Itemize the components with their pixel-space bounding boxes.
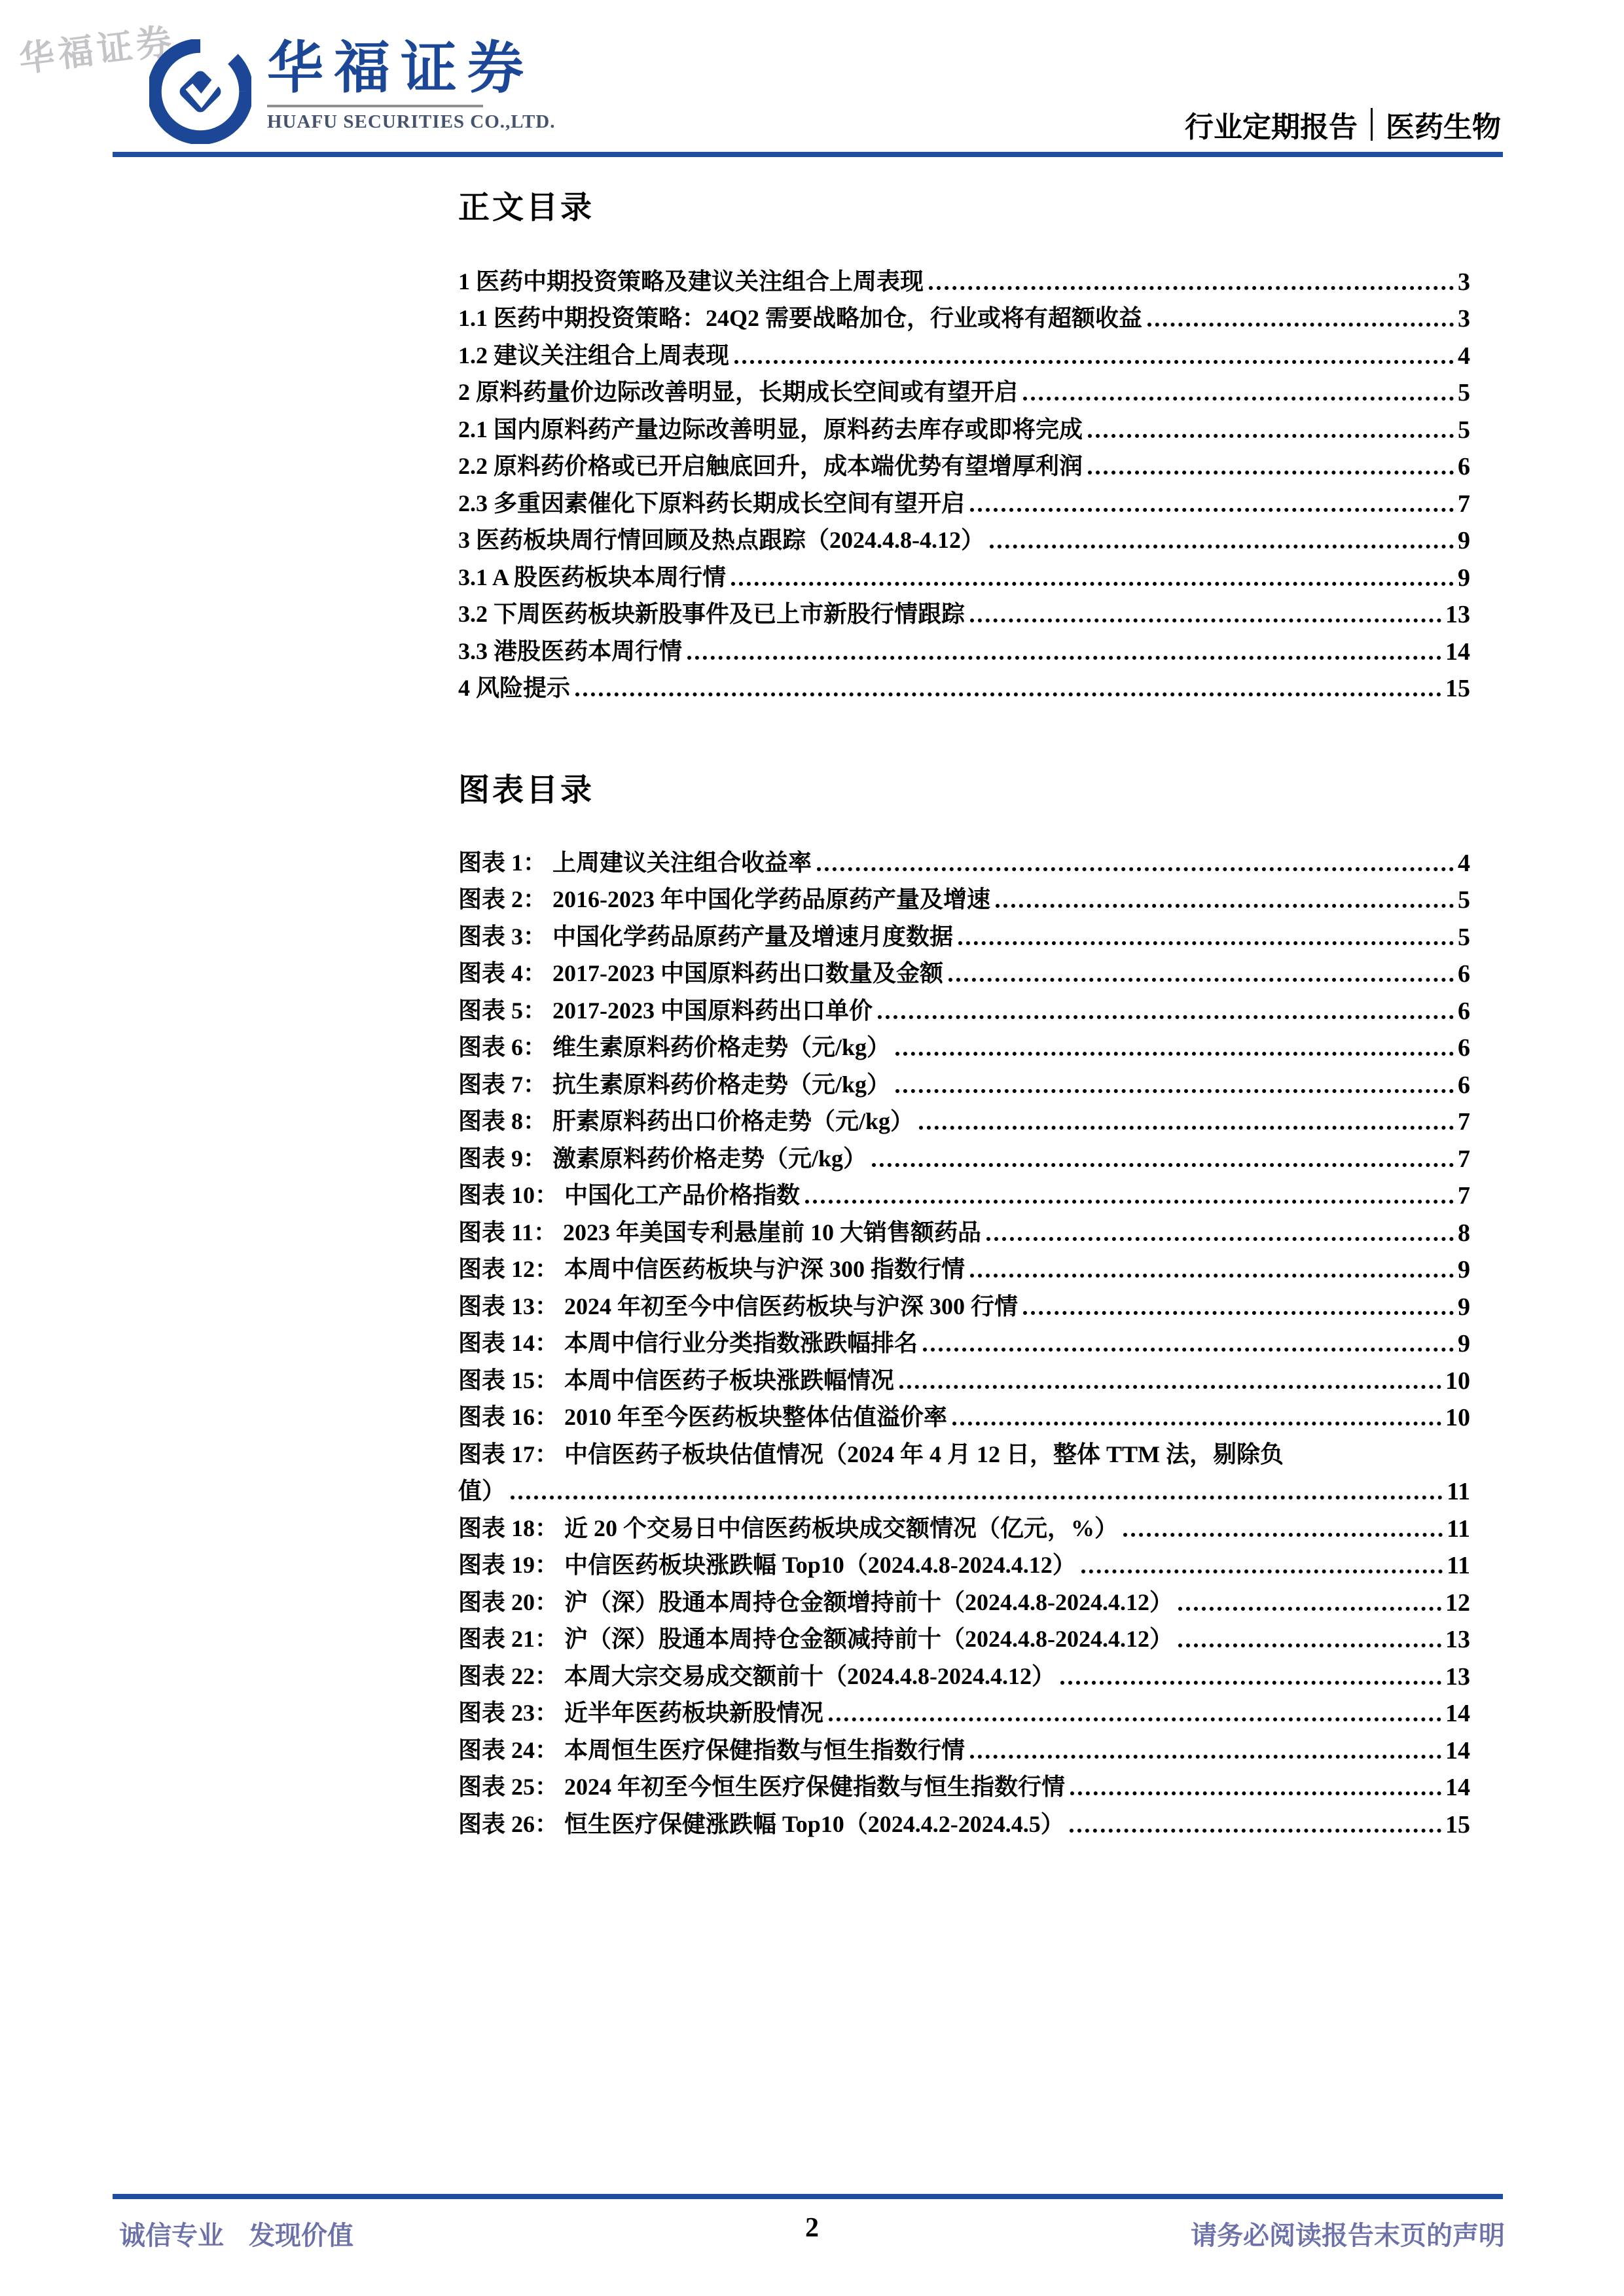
toc-entry-page: 3 <box>1458 268 1470 296</box>
dot-leader <box>829 1717 1441 1721</box>
dot-leader <box>970 1274 1454 1278</box>
toc-entry-text: 图表 4： 2017-2023 中国原料药出口数量及金额 <box>458 960 943 986</box>
toc-entry-page: 11 <box>1447 1552 1470 1579</box>
toc-entry-text: 图表 19： 中信医药板块涨跌幅 Top10（2024.4.8-2024.4.12） <box>458 1552 1076 1578</box>
toc-entry <box>458 1210 1470 1247</box>
logo-text-block <box>267 34 556 133</box>
toc-entry-page: 7 <box>1458 490 1470 518</box>
toc-entry-page: 5 <box>1458 416 1470 444</box>
header-report-tags <box>1185 103 1501 145</box>
dot-leader <box>895 1052 1454 1056</box>
toc-entry-page: 15 <box>1445 1810 1470 1839</box>
toc-entry-text: 图表 17： 中信医药子板块估值情况（2024 年 4 月 12 日，整体 TTM 法，剔除负 <box>458 1441 1284 1467</box>
toc-entry-page: 14 <box>1445 1736 1470 1765</box>
toc-entry-page: 6 <box>1458 960 1470 988</box>
dot-leader <box>805 1200 1454 1204</box>
report-type-label: 行业定期报告 <box>1185 111 1358 143</box>
toc-entry-text: 图表 22： 本周大宗交易成交额前十（2024.4.8-2024.4.12） <box>458 1662 1055 1689</box>
toc-entry-text: 2 原料药量价边际改善明显，长期成长空间或有望开启 <box>458 379 1019 405</box>
toc-entry-text: 2.3 多重因素催化下原料药长期成长空间有望开启 <box>458 490 965 516</box>
toc-entry <box>458 333 1470 370</box>
toc-entry-page: 4 <box>1458 342 1470 370</box>
dot-leader <box>878 1015 1454 1019</box>
dot-leader <box>731 582 1454 586</box>
toc-entry-page: 8 <box>1458 1219 1470 1247</box>
toc-entry <box>458 1100 1470 1137</box>
toc-entry-text: 2.1 国内原料药产量边际改善明显，原料药去库存或即将完成 <box>458 416 1083 442</box>
figures-list <box>458 840 1470 1839</box>
dot-leader <box>923 1348 1454 1352</box>
toc-entry <box>458 1691 1470 1729</box>
dot-leader <box>958 941 1454 945</box>
dot-leader <box>996 904 1454 908</box>
watermark: 华福证券 <box>16 21 178 80</box>
logo-name-en: HUAFU SECURITIES CO.,LTD. <box>267 111 556 132</box>
toc-entry-page: 6 <box>1458 1071 1470 1099</box>
company-logo <box>149 34 556 144</box>
toc-entry-page: 13 <box>1445 1662 1470 1691</box>
footer-motto <box>119 2215 353 2252</box>
toc-entry-text: 图表 25： 2024 年初至今恒生医疗保健指数与恒生指数行情 <box>458 1774 1066 1800</box>
toc-list <box>458 259 1470 703</box>
header-rule <box>113 152 1503 157</box>
toc-entry-text: 1 医药中期投资策略及建议关注组合上周表现 <box>458 268 924 295</box>
toc-entry <box>458 1617 1470 1655</box>
toc-entry-text: 图表 7： 抗生素原料药价格走势（元/kg） <box>458 1071 891 1098</box>
toc-entry-text: 图表 10： 中国化工产品价格指数 <box>458 1182 801 1208</box>
toc-entry-text: 图表 11： 2023 年美国专利悬崖前 10 大销售额药品 <box>458 1219 982 1246</box>
dot-leader <box>1023 1311 1454 1315</box>
toc-entry-text: 图表 18： 近 20 个交易日中信医药板块成交额情况（亿元，%） <box>458 1515 1119 1541</box>
dot-leader <box>895 1089 1454 1093</box>
toc-entry-page: 7 <box>1458 1145 1470 1173</box>
dot-leader <box>952 1422 1441 1426</box>
toc-entry <box>458 1654 1470 1691</box>
toc-entry <box>458 1247 1470 1285</box>
toc-entry-text: 2.2 原料药价格或已开启触底回升，成本端优势有望增厚利润 <box>458 453 1083 479</box>
toc-entry-page: 11 <box>1447 1478 1470 1505</box>
toc-entry-page: 9 <box>1458 527 1470 554</box>
footer-disclaimer: 请务必阅读报告末页的声明 <box>1191 2221 1505 2250</box>
toc-entry <box>458 444 1470 482</box>
dot-leader <box>970 1755 1441 1759</box>
toc-entry-page: 11 <box>1447 1515 1470 1543</box>
logo-swirl-icon <box>149 39 251 144</box>
dot-leader <box>1088 434 1454 438</box>
toc-entry-text: 图表 15： 本周中信医药子板块涨跌幅情况 <box>458 1367 895 1393</box>
toc-entry <box>458 1580 1470 1617</box>
toc-entry-page: 6 <box>1458 1034 1470 1062</box>
toc-entry <box>458 1062 1470 1100</box>
toc-entry <box>458 518 1470 556</box>
logo-divider <box>267 105 483 107</box>
toc-entry <box>458 1469 1470 1507</box>
footer-motto-right: 发现价值 <box>249 2221 353 2250</box>
toc-entry <box>458 952 1470 989</box>
logo-name-cn: 华福证券 <box>267 37 534 99</box>
toc-title: 正文目录 <box>458 190 595 225</box>
toc-entry <box>458 988 1470 1026</box>
dot-leader <box>990 545 1454 548</box>
dot-leader <box>970 619 1441 622</box>
toc-entry-text: 值） <box>458 1478 506 1504</box>
toc-entry <box>458 296 1470 334</box>
toc-entry-page: 9 <box>1458 1256 1470 1283</box>
toc-entry-text: 图表 16： 2010 年至今医药板块整体估值溢价率 <box>458 1404 948 1430</box>
toc-entry-page: 5 <box>1458 379 1470 406</box>
toc-entry <box>458 481 1470 518</box>
dot-leader <box>986 1237 1454 1241</box>
toc-entry-page: 13 <box>1445 601 1470 628</box>
toc-entry-text: 图表 8： 肝素原料药出口价格走势（元/kg） <box>458 1108 914 1134</box>
toc-entry-page: 6 <box>1458 453 1470 480</box>
toc-entry-text: 图表 6： 维生素原料药价格走势（元/kg） <box>458 1034 891 1060</box>
toc-entry-page: 7 <box>1458 1108 1470 1136</box>
toc-entry <box>458 1026 1470 1063</box>
toc-entry <box>458 1284 1470 1321</box>
toc-entry-text: 图表 23： 近半年医药板块新股情况 <box>458 1700 824 1726</box>
toc-entry-text: 图表 13： 2024 年初至今中信医药板块与沪深 300 行情 <box>458 1293 1019 1319</box>
dot-leader <box>734 360 1454 364</box>
toc-entry-page: 9 <box>1458 1293 1470 1321</box>
toc-entry <box>458 259 1470 296</box>
toc-entry-text: 图表 9： 激素原料药价格走势（元/kg） <box>458 1145 867 1172</box>
toc-entry-page: 13 <box>1445 1626 1470 1653</box>
dot-leader <box>1070 1829 1441 1833</box>
dot-leader <box>872 1163 1454 1167</box>
toc-entry <box>458 1358 1470 1395</box>
dot-leader <box>919 1126 1454 1130</box>
toc-entry <box>458 1174 1470 1211</box>
toc-entry <box>458 1802 1470 1839</box>
dot-leader <box>948 978 1454 982</box>
toc-entry <box>458 1321 1470 1359</box>
toc-entry-page: 10 <box>1445 1404 1470 1431</box>
toc-entry-text: 3.1 A 股医药板块本周行情 <box>458 564 727 590</box>
page-number: 2 <box>805 2213 819 2243</box>
dot-leader <box>1147 323 1454 327</box>
toc-entry-page: 14 <box>1445 1700 1470 1727</box>
toc-entry-page: 4 <box>1458 849 1470 877</box>
toc-entry <box>458 1728 1470 1765</box>
dot-leader <box>1023 397 1454 401</box>
toc-entry <box>458 1765 1470 1803</box>
footer-motto-gap <box>224 2215 249 2252</box>
header-separator <box>1371 108 1373 141</box>
toc-entry <box>458 407 1470 444</box>
toc-entry <box>458 1543 1470 1581</box>
toc-entry-text: 1.2 建议关注组合上周表现 <box>458 342 730 368</box>
toc-entry-page: 12 <box>1445 1588 1470 1617</box>
toc-entry <box>458 1136 1470 1174</box>
toc-entry-text: 图表 3： 中国化学药品原药产量及增速月度数据 <box>458 923 954 950</box>
toc-entry-page: 10 <box>1445 1367 1470 1395</box>
footer-motto-left: 诚信专业 <box>119 2221 224 2250</box>
toc-entry-text: 图表 2： 2016-2023 年中国化学药品原药产量及增速 <box>458 886 990 912</box>
toc-entry-text: 图表 1： 上周建议关注组合收益率 <box>458 849 812 876</box>
toc-entry-text: 图表 20： 沪（深）股通本周持仓金额增持前十（2024.4.8-2024.4.12） <box>458 1588 1173 1615</box>
toc-entry <box>458 370 1470 408</box>
dot-leader <box>1123 1533 1443 1537</box>
toc-entry-page: 3 <box>1458 305 1470 332</box>
dot-leader <box>1178 1643 1441 1647</box>
dot-leader <box>899 1385 1441 1389</box>
dot-leader <box>1060 1681 1441 1685</box>
toc-entry <box>458 592 1470 630</box>
toc-entry-text: 图表 26： 恒生医疗保健涨跌幅 Top10（2024.4.2-2024.4.5） <box>458 1810 1064 1837</box>
toc-entry-page: 9 <box>1458 564 1470 592</box>
toc-entry <box>458 555 1470 592</box>
toc-entry-page: 6 <box>1458 997 1470 1025</box>
footer-rule <box>113 2194 1503 2199</box>
toc-entry <box>458 1506 1470 1543</box>
dot-leader <box>687 656 1441 660</box>
figures-title: 图表目录 <box>458 773 595 808</box>
toc-entry <box>458 878 1470 915</box>
dot-leader <box>817 867 1454 871</box>
dot-leader <box>1070 1791 1441 1795</box>
toc-entry-page: 14 <box>1445 1774 1470 1801</box>
toc-entry-text: 图表 24： 本周恒生医疗保健指数与恒生指数行情 <box>458 1736 965 1763</box>
toc-entry <box>458 1395 1470 1433</box>
toc-entry <box>458 1432 1470 1469</box>
toc-entry <box>458 629 1470 666</box>
toc-entry-page: 9 <box>1458 1330 1470 1357</box>
dot-leader <box>511 1496 1443 1499</box>
toc-entry-page: 15 <box>1445 675 1470 702</box>
toc-entry-page: 5 <box>1458 886 1470 914</box>
toc-entry <box>458 666 1470 704</box>
toc-entry <box>458 840 1470 878</box>
toc-entry-text: 图表 5： 2017-2023 中国原料药出口单价 <box>458 997 873 1024</box>
toc-entry-text: 1.1 医药中期投资策略：24Q2 需要战略加仓，行业或将有超额收益 <box>458 305 1143 331</box>
toc-entry-text: 图表 12： 本周中信医药板块与沪深 300 指数行情 <box>458 1256 965 1282</box>
toc-entry-text: 3.2 下周医药板块新股事件及已上市新股行情跟踪 <box>458 601 965 627</box>
toc-entry-text: 3.3 港股医药本周行情 <box>458 637 683 664</box>
toc-entry-text: 4 风险提示 <box>458 675 571 701</box>
industry-label: 医药生物 <box>1386 111 1501 143</box>
toc-entry-page: 7 <box>1458 1182 1470 1210</box>
toc-entry-text: 图表 14： 本周中信行业分类指数涨跌幅排名 <box>458 1330 918 1356</box>
dot-leader <box>929 286 1454 290</box>
dot-leader <box>1088 471 1454 475</box>
toc-entry <box>458 914 1470 952</box>
dot-leader <box>1081 1570 1443 1573</box>
dot-leader <box>575 692 1441 696</box>
toc-entry-page: 5 <box>1458 923 1470 951</box>
toc-entry-page: 14 <box>1445 637 1470 666</box>
dot-leader <box>970 508 1454 512</box>
toc-entry-text: 3 医药板块周行情回顾及热点跟踪（2024.4.8-4.12） <box>458 527 984 553</box>
toc-entry-text: 图表 21： 沪（深）股通本周持仓金额减持前十（2024.4.8-2024.4.12） <box>458 1626 1173 1652</box>
dot-leader <box>1178 1607 1441 1611</box>
